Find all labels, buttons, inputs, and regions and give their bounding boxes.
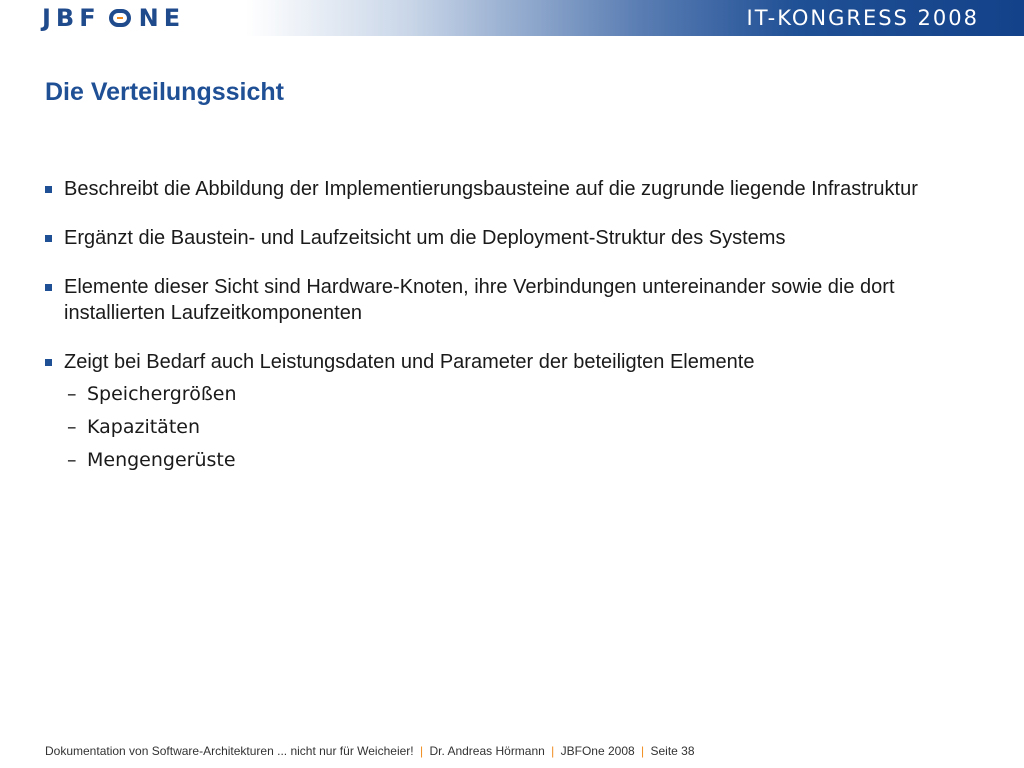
bullet-item <box>45 176 985 202</box>
bullet-item <box>45 349 985 375</box>
bullet-item <box>45 225 985 251</box>
footer-separator: | <box>419 744 424 758</box>
sub-list-item <box>45 414 985 441</box>
footer-speaker: Dr. Andreas Hörmann <box>429 744 545 758</box>
dash-bullet-icon: – <box>67 449 77 471</box>
sub-item-text: Kapazitäten <box>87 416 200 438</box>
bullet-text: Beschreibt die Abbildung der Implementierungsbausteine auf die zugrunde liegende Infrastruktur <box>64 178 918 200</box>
logo-text-left: JBF <box>42 4 101 32</box>
footer-page-number: Seite 38 <box>650 744 695 758</box>
bullet-text: Ergänzt die Baustein- und Laufzeitsicht um die Deployment-Struktur des Systems <box>64 227 786 249</box>
sub-list-item <box>45 381 985 408</box>
bullet-item <box>45 274 985 326</box>
sub-list <box>45 381 985 474</box>
footer-event: JBFOne 2008 <box>560 744 635 758</box>
square-bullet-icon <box>45 186 52 193</box>
dash-bullet-icon: – <box>67 416 77 438</box>
sub-item-text: Speichergrößen <box>87 383 237 405</box>
slide-footer <box>45 744 695 758</box>
event-title: IT-KONGRESS 2008 <box>746 6 979 30</box>
jbfone-logo <box>42 4 185 32</box>
square-bullet-icon <box>45 235 52 242</box>
footer-separator: | <box>551 744 555 758</box>
footer-separator: | <box>641 744 645 758</box>
square-bullet-icon <box>45 284 52 291</box>
dash-bullet-icon: – <box>67 383 77 405</box>
logo-text-right: NE <box>138 4 186 32</box>
slide-title: Die Verteilungssicht <box>45 78 284 106</box>
bullet-text: Zeigt bei Bedarf auch Leistungsdaten und Parameter der beteiligten Elemente <box>64 351 755 373</box>
logo-ring-icon <box>109 9 131 27</box>
sub-item-text: Mengengerüste <box>87 449 236 471</box>
slide-content <box>45 176 985 480</box>
square-bullet-icon <box>45 359 52 366</box>
sub-list-item <box>45 447 985 474</box>
bullet-text: Elemente dieser Sicht sind Hardware-Knoten, ihre Verbindungen untereinander sowie die dort installierten Laufzeitkomponenten <box>64 276 895 324</box>
footer-talk-title: Dokumentation von Software-Architekturen ... nicht nur für Weicheier! <box>45 744 414 758</box>
